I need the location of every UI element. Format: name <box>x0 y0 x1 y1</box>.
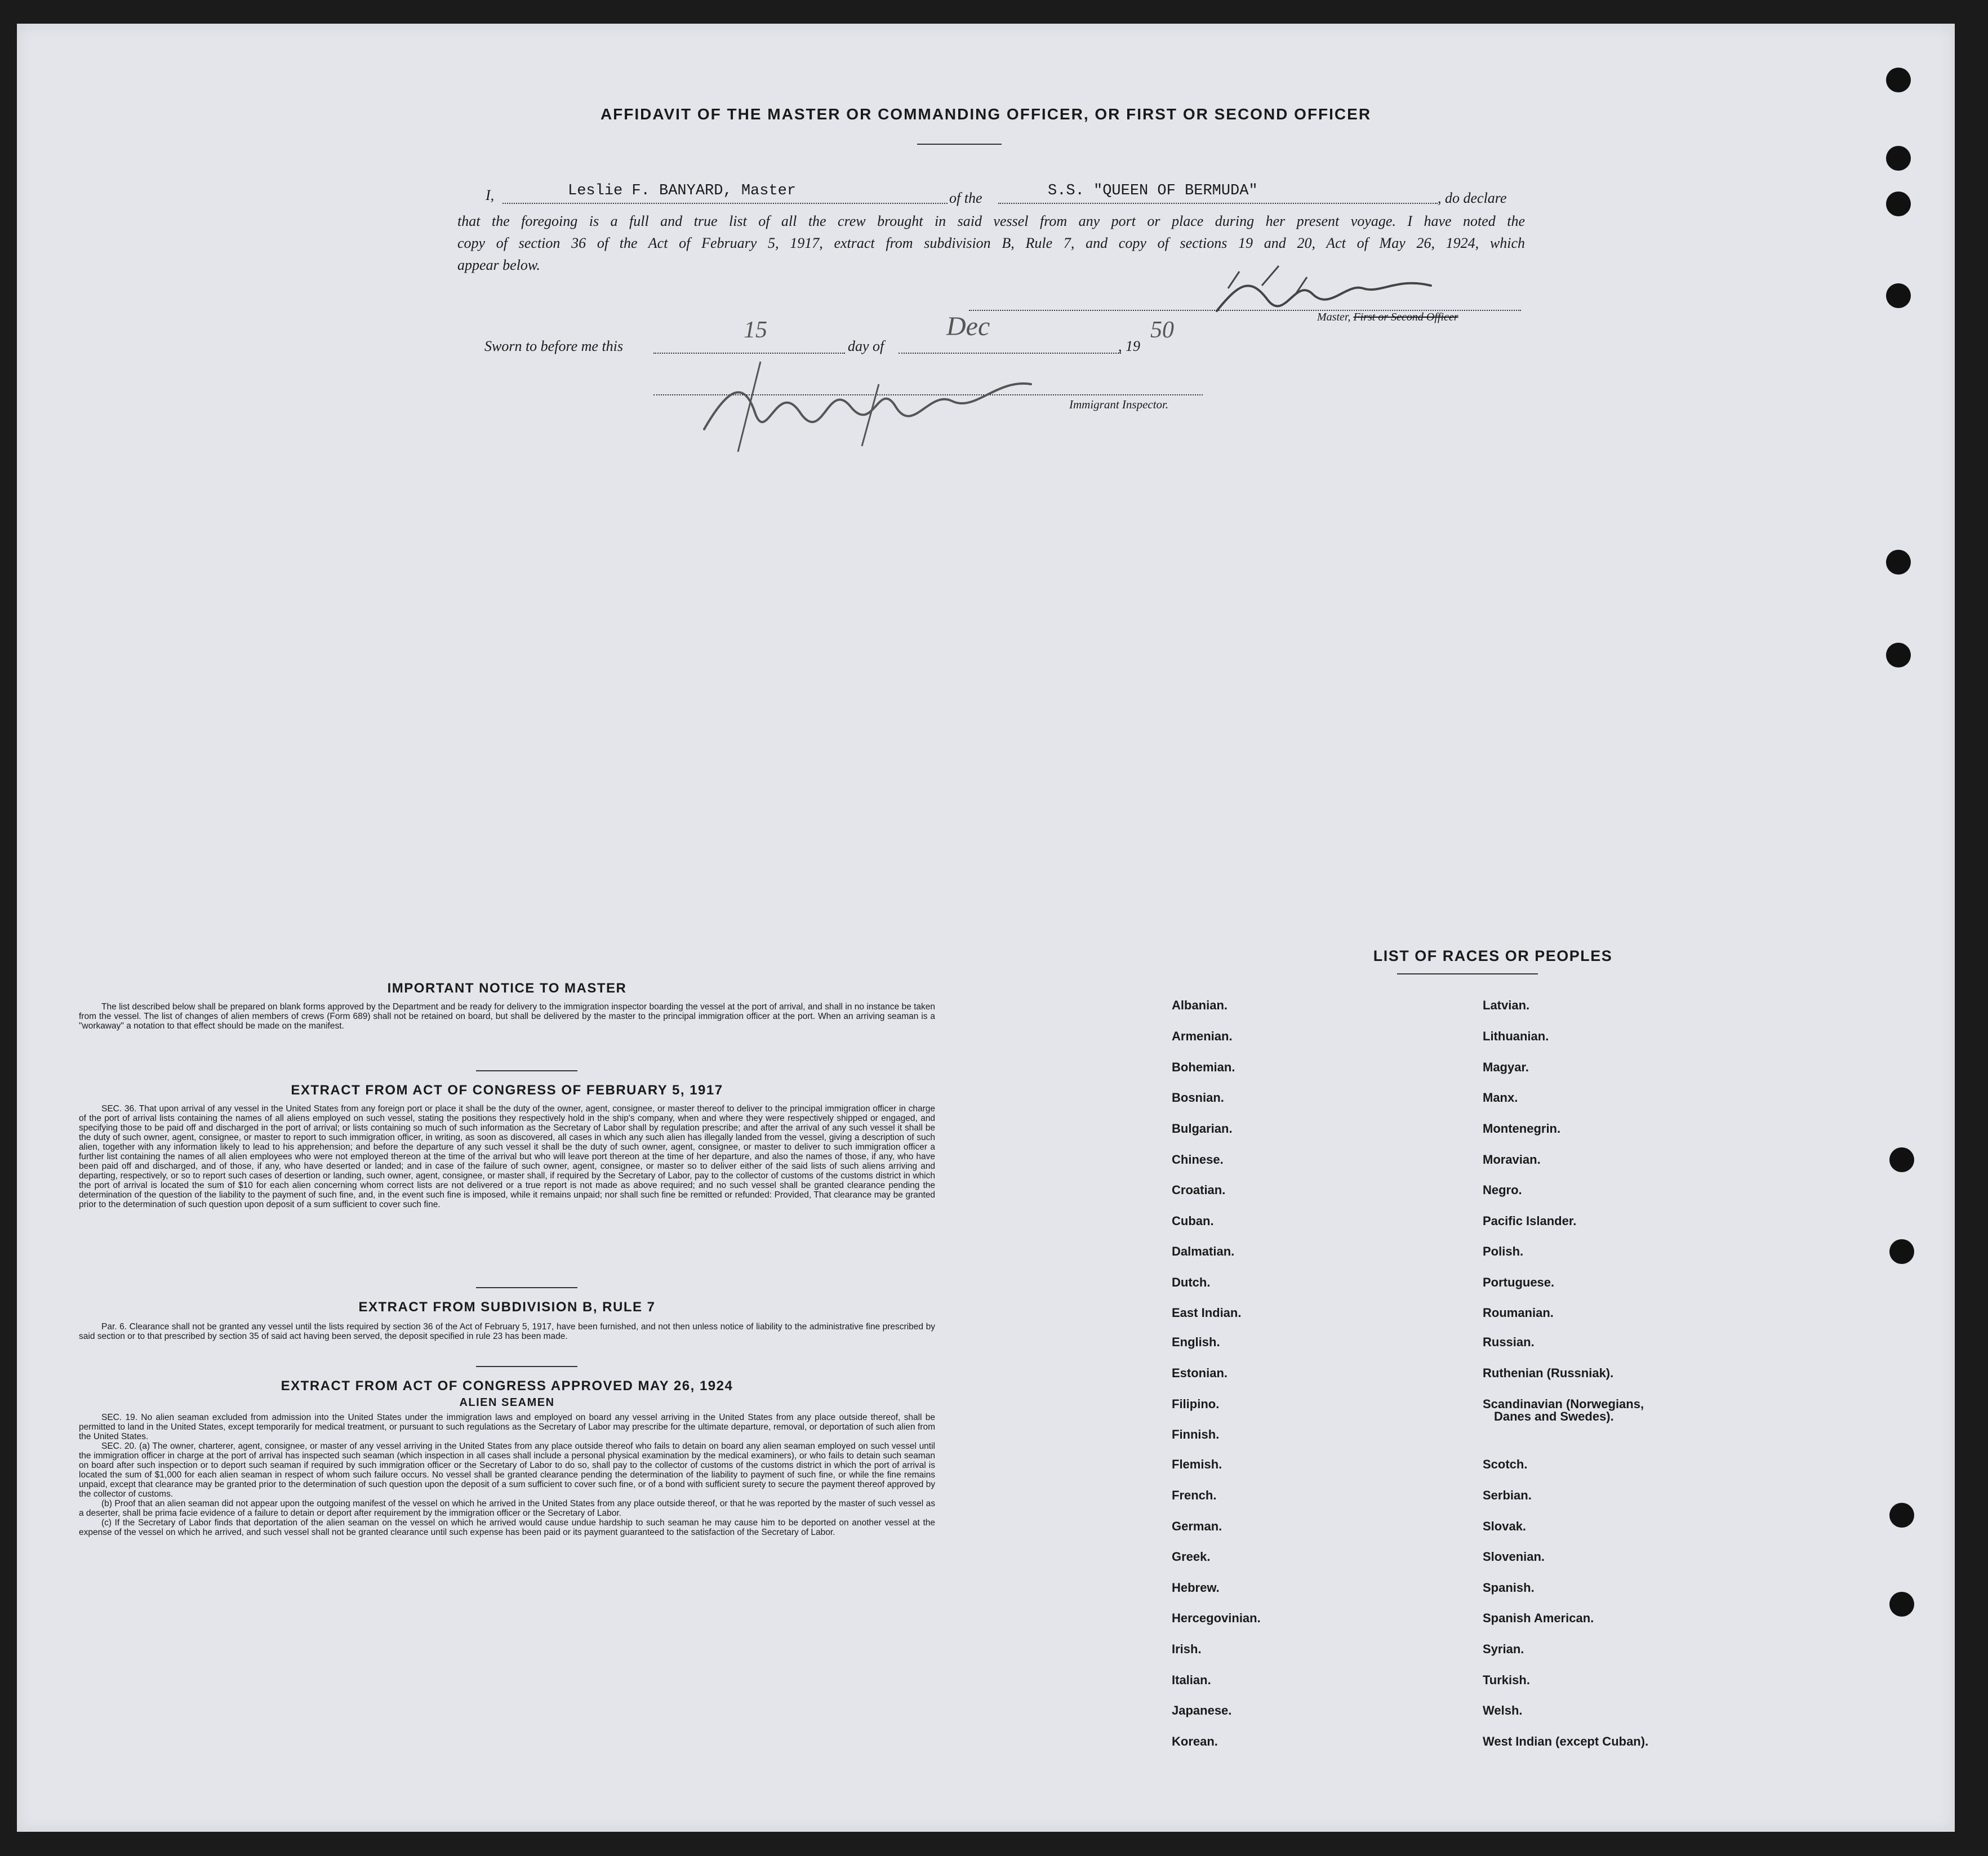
race-item: Irish. <box>1172 1642 1202 1656</box>
punch-hole <box>1889 1503 1914 1528</box>
race-item: Roumanian. <box>1483 1306 1554 1320</box>
punch-hole <box>1886 68 1911 92</box>
section-20b: (b) Proof that an alien seaman did not appear upon the outgoing manifest of the vessel on which he arrived in the United States from any place outside thereof, or that he was reported by the master of such vessel as a deserter, shall be prima facie evidence of a failure to detain or deport after requirement by the immigration officer or the Secretary of Labor. <box>79 1499 935 1518</box>
punch-hole <box>1889 1239 1914 1264</box>
race-item: Bosnian. <box>1172 1091 1224 1105</box>
punch-hole <box>1889 1592 1914 1617</box>
notice-heading: IMPORTANT NOTICE TO MASTER <box>387 981 627 996</box>
race-item: Filipino. <box>1172 1397 1220 1411</box>
inspector-signature <box>693 345 1042 463</box>
race-item: Scandinavian (Norwegians, <box>1483 1397 1644 1411</box>
rule7-text: Par. 6. Clearance shall not be granted any vessel until the lists required by section 36 of the Act of February 5, 1917, have been furnished, and not then unless notice of liability to the administrative fine prescribed by said section or to that prescribed by section 35 of said act having been served, the deposit specified in rule 23 has been made. <box>79 1322 935 1341</box>
race-item: Slovak. <box>1483 1519 1527 1533</box>
race-item: Cuban. <box>1172 1214 1214 1228</box>
race-item: Hercegovinian. <box>1172 1611 1261 1625</box>
punch-hole <box>1886 643 1911 667</box>
race-item: Portuguese. <box>1483 1275 1555 1289</box>
race-item: Croatian. <box>1172 1183 1226 1197</box>
race-item: Pacific Islander. <box>1483 1214 1577 1228</box>
race-item: Bulgarian. <box>1172 1121 1233 1136</box>
sworn-label: Sworn to before me this <box>484 338 624 354</box>
rule-2 <box>476 1287 577 1288</box>
race-item: Turkish. <box>1483 1673 1530 1687</box>
notice-text: The list described below shall be prepared on blank forms approved by the Department and be ready for delivery to the immigration inspector boarding the vessel at the port of arrival, and shall in no instance be taken from the vessel. The list of changes of alien members of crews (Form 689) shall not be retained on board, but shall be delivered by the master to the principal immigration officer at the port. When an arriving seaman is a "workaway" a notation to that effect should be made on the manifest. <box>79 1002 935 1031</box>
race-item: Latvian. <box>1483 998 1530 1012</box>
affidavit-line-4: appear below. <box>457 257 540 273</box>
race-item: Moravian. <box>1483 1152 1541 1167</box>
race-item: Bohemian. <box>1172 1060 1235 1074</box>
race-item: Finnish. <box>1172 1427 1220 1441</box>
rule7-heading: EXTRACT FROM SUBDIVISION B, RULE 7 <box>358 1299 656 1315</box>
vessel-line <box>998 203 1438 204</box>
race-item: Welsh. <box>1483 1703 1523 1717</box>
section-20a: SEC. 20. (a) The owner, charterer, agent, consignee, or master of any vessel arriving in the United States from any place outside thereof who fails to detain on board any alien seaman employed on such vessel until the immigration officer in charge at the port of arrival has inspected such seaman (which inspection in all cases shall include a personal physical examination by the medical examiners), or who fails to detain such seaman on board after such inspection or to deport such seaman if required by such immigration officer or the Secretary of Labor to do so, shall pay to the collector of customs of the customs district in which the port of arrival is located the sum of $1,000 for each alien seaman in respect of whom such failure occurs. No vessel shall be granted clearance pending the determination of the liability to payment of such fine, or while the fine remains unpaid, except that clearance may be granted prior to the determination of such question upon the deposit of a sum sufficient to cover such fine, or of a bond with sufficient surety to secure the payment thereof approved by the collector of customs. <box>79 1441 935 1499</box>
race-item: Serbian. <box>1483 1488 1532 1502</box>
race-item: Estonian. <box>1172 1366 1228 1380</box>
page-edge <box>1955 0 1988 1856</box>
race-item: West Indian (except Cuban). <box>1483 1734 1649 1748</box>
race-item: French. <box>1172 1488 1217 1502</box>
race-item: Scotch. <box>1483 1457 1528 1471</box>
race-item: East Indian. <box>1172 1306 1242 1320</box>
race-item: Magyar. <box>1483 1060 1529 1074</box>
race-item: Hebrew. <box>1172 1581 1220 1595</box>
race-item: English. <box>1172 1335 1220 1349</box>
affidavit-line-2: that the foregoing is a full and true list of all the crew brought in said vessel from any port or place during her present voyage. I have noted the <box>457 213 1525 229</box>
extract-1917-text: SEC. 36. That upon arrival of any vessel in the United States from any foreign port or place it shall be the duty of the owner, agent, consignee, or master thereof to deliver to the principal immigration officer in charge of the port of arrival lists containing the names of all aliens employed on such vessel, stating the positions they respectively hold in the ship's company, when and where they were respectively shipped or engaged, and specifying those to be paid off and discharged in the port of arrival; or lists containing so much of such information as the Secretary of Labor shall by regulation prescribe; and after the arrival of any such vessel it shall be the duty of such owner, agent, consignee, or master to report to such immigration officer, in writing, as soon as discovered, all cases in which any such alien has illegally landed from the vessel, giving a description of such alien, together with any information likely to lead to his apprehension; and before the departure of any such vessel it shall be the duty of such owner, agent, consignee, or master to deliver to such immigration officer a further list containing the names of all alien employees who were not employed thereon at the time of the arrival but who will leave port thereon at the time of her departure, and also the names of those, if any, who have been paid off and discharged, and of those, if any, who have deserted or landed; and in case of the failure of such owner, agent, consignee, or master so to deliver either of the said lists of such aliens arriving and departing, respectively, or so to report such cases of desertion or landing, such owner, agent, consignee, or master shall, if required by the Secretary of Labor, pay to the collector of customs of the customs district in which the port of arrival is located the sum of $10 for each alien concerning whom correct lists are not delivered or a true report is not made as above required; and no such vessel shall be granted clearance pending the determination of the question of the liability to the payment of such fine, and, in the event such fine is imposed, while it remains unpaid; nor shall such fine be remitted or refunded: Provided, That clearance may be granted prior to the determination of such question upon deposit of a sum sufficient to cover such fine. <box>79 1104 935 1209</box>
master-struck-text: First or Second Officer <box>1353 311 1458 323</box>
race-item: Chinese. <box>1172 1152 1224 1167</box>
race-item: Japanese. <box>1172 1703 1232 1717</box>
punch-hole <box>1886 192 1911 216</box>
punch-hole <box>1886 550 1911 575</box>
race-item: Montenegrin. <box>1483 1121 1561 1136</box>
rule-1 <box>476 1070 577 1071</box>
race-item: Spanish American. <box>1483 1611 1594 1625</box>
month-value: Dec <box>946 311 990 341</box>
document-page <box>17 24 1955 1832</box>
race-item: German. <box>1172 1519 1222 1533</box>
race-item: Greek. <box>1172 1550 1211 1564</box>
day-value: 15 <box>744 317 767 343</box>
race-item: Armenian. <box>1172 1029 1233 1043</box>
race-item: Russian. <box>1483 1335 1535 1349</box>
race-item: Flemish. <box>1172 1457 1222 1471</box>
punch-hole <box>1889 1147 1914 1172</box>
affidavit-line-3: copy of section 36 of the Act of February 5, 1917, extract from subdivision B, Rule 7, and copy of sections 19 and 20, Act of May 26, 1924, which <box>457 235 1525 251</box>
punch-hole <box>1886 283 1911 308</box>
race-item: Negro. <box>1483 1183 1522 1197</box>
races-heading: LIST OF RACES OR PEOPLES <box>1373 947 1613 964</box>
rule-3 <box>476 1366 577 1367</box>
race-item: Manx. <box>1483 1091 1518 1105</box>
do-declare: , do declare <box>1438 190 1507 206</box>
section-20c: (c) If the Secretary of Labor finds that deportation of the alien seaman on the vessel on which he arrived would cause undue hardship to such seaman he may cause him to be deported on another vessel at the expense of the vessel on which he arrived, and such vessel shall not be granted clearance until such expense has been paid or its payment guaranteed to the satisfaction of the Secretary of Labor. <box>79 1518 935 1537</box>
year-value: 50 <box>1150 317 1174 343</box>
alien-seamen-subheading: ALIEN SEAMEN <box>459 1396 555 1409</box>
race-item: Spanish. <box>1483 1581 1535 1595</box>
day-of-label: day of <box>848 338 884 354</box>
i-label: I, <box>486 187 495 203</box>
vessel-name: S.S. "QUEEN OF BERMUDA" <box>1048 183 1258 199</box>
race-item: Ruthenian (Russniak). <box>1483 1366 1614 1380</box>
of-the-label: of the <box>949 190 982 206</box>
year-prefix: , 19 <box>1118 338 1140 354</box>
inspector-caption: Immigrant Inspector. <box>1069 398 1169 411</box>
section-19: SEC. 19. No alien seaman excluded from admission into the United States under the immigration laws and employed on board any vessel arriving in the United States from any place outside thereof, shall be permitted to land in the United States, except temporarily for medical treatment, or pursuant to such regulations as the Secretary of Labor may prescribe for the ultimate departure, removal, or deportation of such alien from the United States. <box>79 1413 935 1441</box>
race-item: Lithuanian. <box>1483 1029 1549 1043</box>
race-item: Danes and Swedes). <box>1494 1409 1614 1423</box>
extract-1917-heading: EXTRACT FROM ACT OF CONGRESS OF FEBRUARY 5, 1917 <box>291 1083 723 1098</box>
race-item: Korean. <box>1172 1734 1218 1748</box>
extract-1924-text <box>79 1413 935 1537</box>
title-rule <box>917 144 1002 145</box>
name-line <box>502 203 948 204</box>
race-item: Slovenian. <box>1483 1550 1545 1564</box>
declarant-name: Leslie F. BANYARD, Master <box>568 183 797 199</box>
race-item: Italian. <box>1172 1673 1211 1687</box>
punch-hole <box>1886 146 1911 171</box>
race-item: Dutch. <box>1172 1275 1211 1289</box>
master-caption: Master, First or Second Officer <box>1317 311 1458 323</box>
race-item: Polish. <box>1483 1244 1524 1258</box>
race-item: Dalmatian. <box>1172 1244 1235 1258</box>
races-rule <box>1397 973 1538 974</box>
race-item: Albanian. <box>1172 998 1228 1012</box>
affidavit-title: AFFIDAVIT OF THE MASTER OR COMMANDING OFFICER, OR FIRST OR SECOND OFFICER <box>600 105 1372 123</box>
race-item: Syrian. <box>1483 1642 1524 1656</box>
extract-1924-heading: EXTRACT FROM ACT OF CONGRESS APPROVED MAY 26, 1924 <box>281 1378 733 1394</box>
